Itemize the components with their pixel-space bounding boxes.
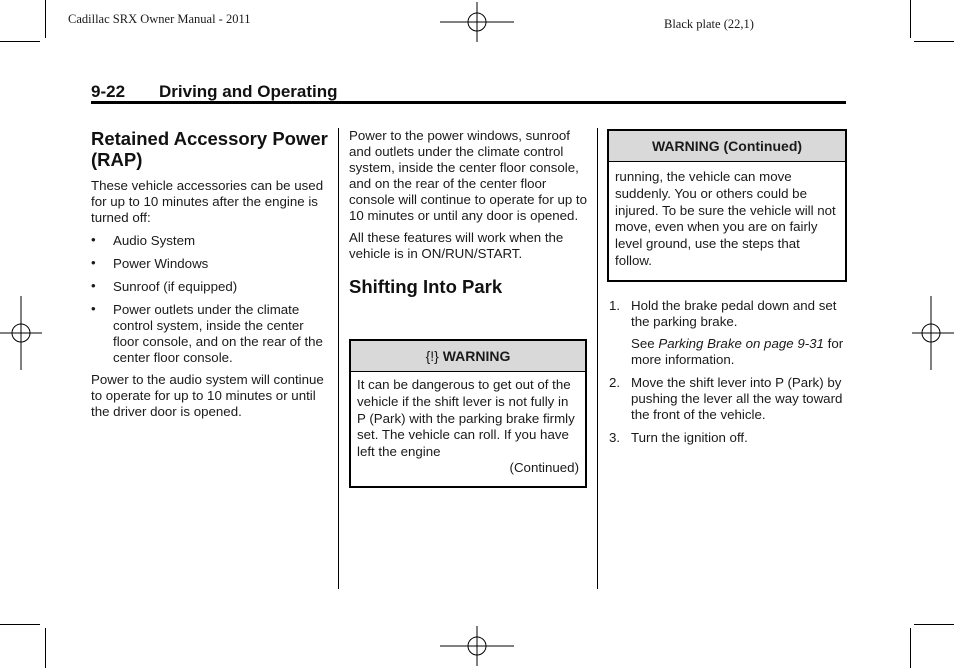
warning-icon: {!} — [425, 348, 439, 364]
crop-mark — [45, 628, 46, 668]
step-text: Move the shift lever into P (Park) by pushing the lever all the way toward the front of the vehicle. — [631, 375, 843, 422]
list-item — [609, 430, 849, 446]
column-divider — [338, 128, 339, 589]
warning-continued-text: running, the vehicle can move suddenly. You or others could be injured. To be sure the vehicle will not move, even when you are on fairly level ground, use the steps that follow. — [615, 169, 836, 268]
step-number: 2. — [609, 375, 621, 390]
section-rule — [91, 101, 846, 104]
warning-continued-box — [607, 129, 847, 282]
step-text: Hold the brake pedal down and set the parking brake. — [631, 298, 837, 329]
column-divider — [597, 128, 598, 589]
crop-mark — [910, 628, 911, 668]
list-item-text: Power outlets under the climate control system, inside the center floor console, and on the rear of the center floor console. — [113, 302, 323, 365]
registration-mark-icon — [912, 296, 954, 370]
rap-audio-paragraph: Power to the audio system will continue to operate for up to 10 minutes or until the driver door is opened. — [91, 372, 324, 419]
see-prefix: See — [631, 336, 659, 351]
see-suffix: for more information. — [631, 336, 844, 367]
column-1 — [91, 128, 329, 420]
steps-list — [609, 298, 849, 446]
continued-label: (Continued) — [509, 459, 579, 475]
rap-features-paragraph: All these features will work when the vehicle is in ON/RUN/START. — [349, 230, 564, 261]
warning-label: WARNING — [442, 348, 511, 364]
manual-title: Cadillac SRX Owner Manual - 2011 — [68, 12, 251, 26]
list-item-text: Power Windows — [113, 256, 209, 271]
section-title: Driving and Operating — [159, 82, 338, 101]
bullet-icon: • — [91, 255, 96, 270]
list-item — [91, 279, 329, 295]
warning-text — [351, 372, 585, 477]
bullet-icon: • — [91, 278, 96, 293]
list-item-text: Audio System — [113, 233, 196, 248]
list-item-text: Sunroof (if equipped) — [113, 279, 238, 294]
step-text: Turn the ignition off. — [631, 430, 748, 445]
warning-continued-header: WARNING (Continued) — [609, 131, 845, 162]
bullet-icon: • — [91, 232, 96, 247]
plate-label: Black plate (22,1) — [664, 17, 754, 31]
bullet-icon: • — [91, 301, 96, 316]
crop-mark — [45, 0, 46, 38]
crop-mark — [914, 41, 954, 42]
crop-mark — [914, 624, 954, 625]
crop-mark — [0, 41, 40, 42]
warning-text-content: It can be dangerous to get out of the vehicle if the shift lever is not fully in P (Park) with the parking brake firmly set. The vehicle can roll. If you have left the engine — [357, 377, 575, 460]
rap-windows-paragraph: Power to the power windows, sunroof and outlets under the climate control system, inside the center floor console, and on the rear of the center floor console will continue to operate for up to 10 minutes or until any door is opened. — [349, 128, 588, 223]
see-reference — [609, 336, 849, 368]
shifting-heading: Shifting Into Park — [349, 276, 503, 297]
registration-mark-icon — [440, 626, 514, 666]
registration-mark-icon — [0, 296, 42, 370]
page-number: 9-22 — [91, 82, 126, 101]
list-item — [609, 375, 849, 423]
registration-mark-icon — [440, 2, 514, 42]
warning-header — [351, 341, 585, 372]
list-item — [91, 256, 329, 272]
crop-mark — [0, 624, 40, 625]
column-2 — [349, 128, 589, 297]
list-item — [609, 298, 849, 330]
warning-box — [349, 339, 587, 488]
step-number: 3. — [609, 430, 621, 445]
rap-intro: These vehicle accessories can be used for up to 10 minutes after the engine is turned off: — [91, 178, 324, 225]
step-number: 1. — [609, 298, 621, 313]
crop-mark — [910, 0, 911, 38]
list-item — [91, 233, 329, 249]
see-link[interactable]: Parking Brake on page 9-31 — [658, 336, 824, 351]
list-item — [91, 302, 329, 366]
rap-heading: Retained Accessory Power (RAP) — [91, 128, 328, 170]
section-header — [91, 82, 846, 102]
